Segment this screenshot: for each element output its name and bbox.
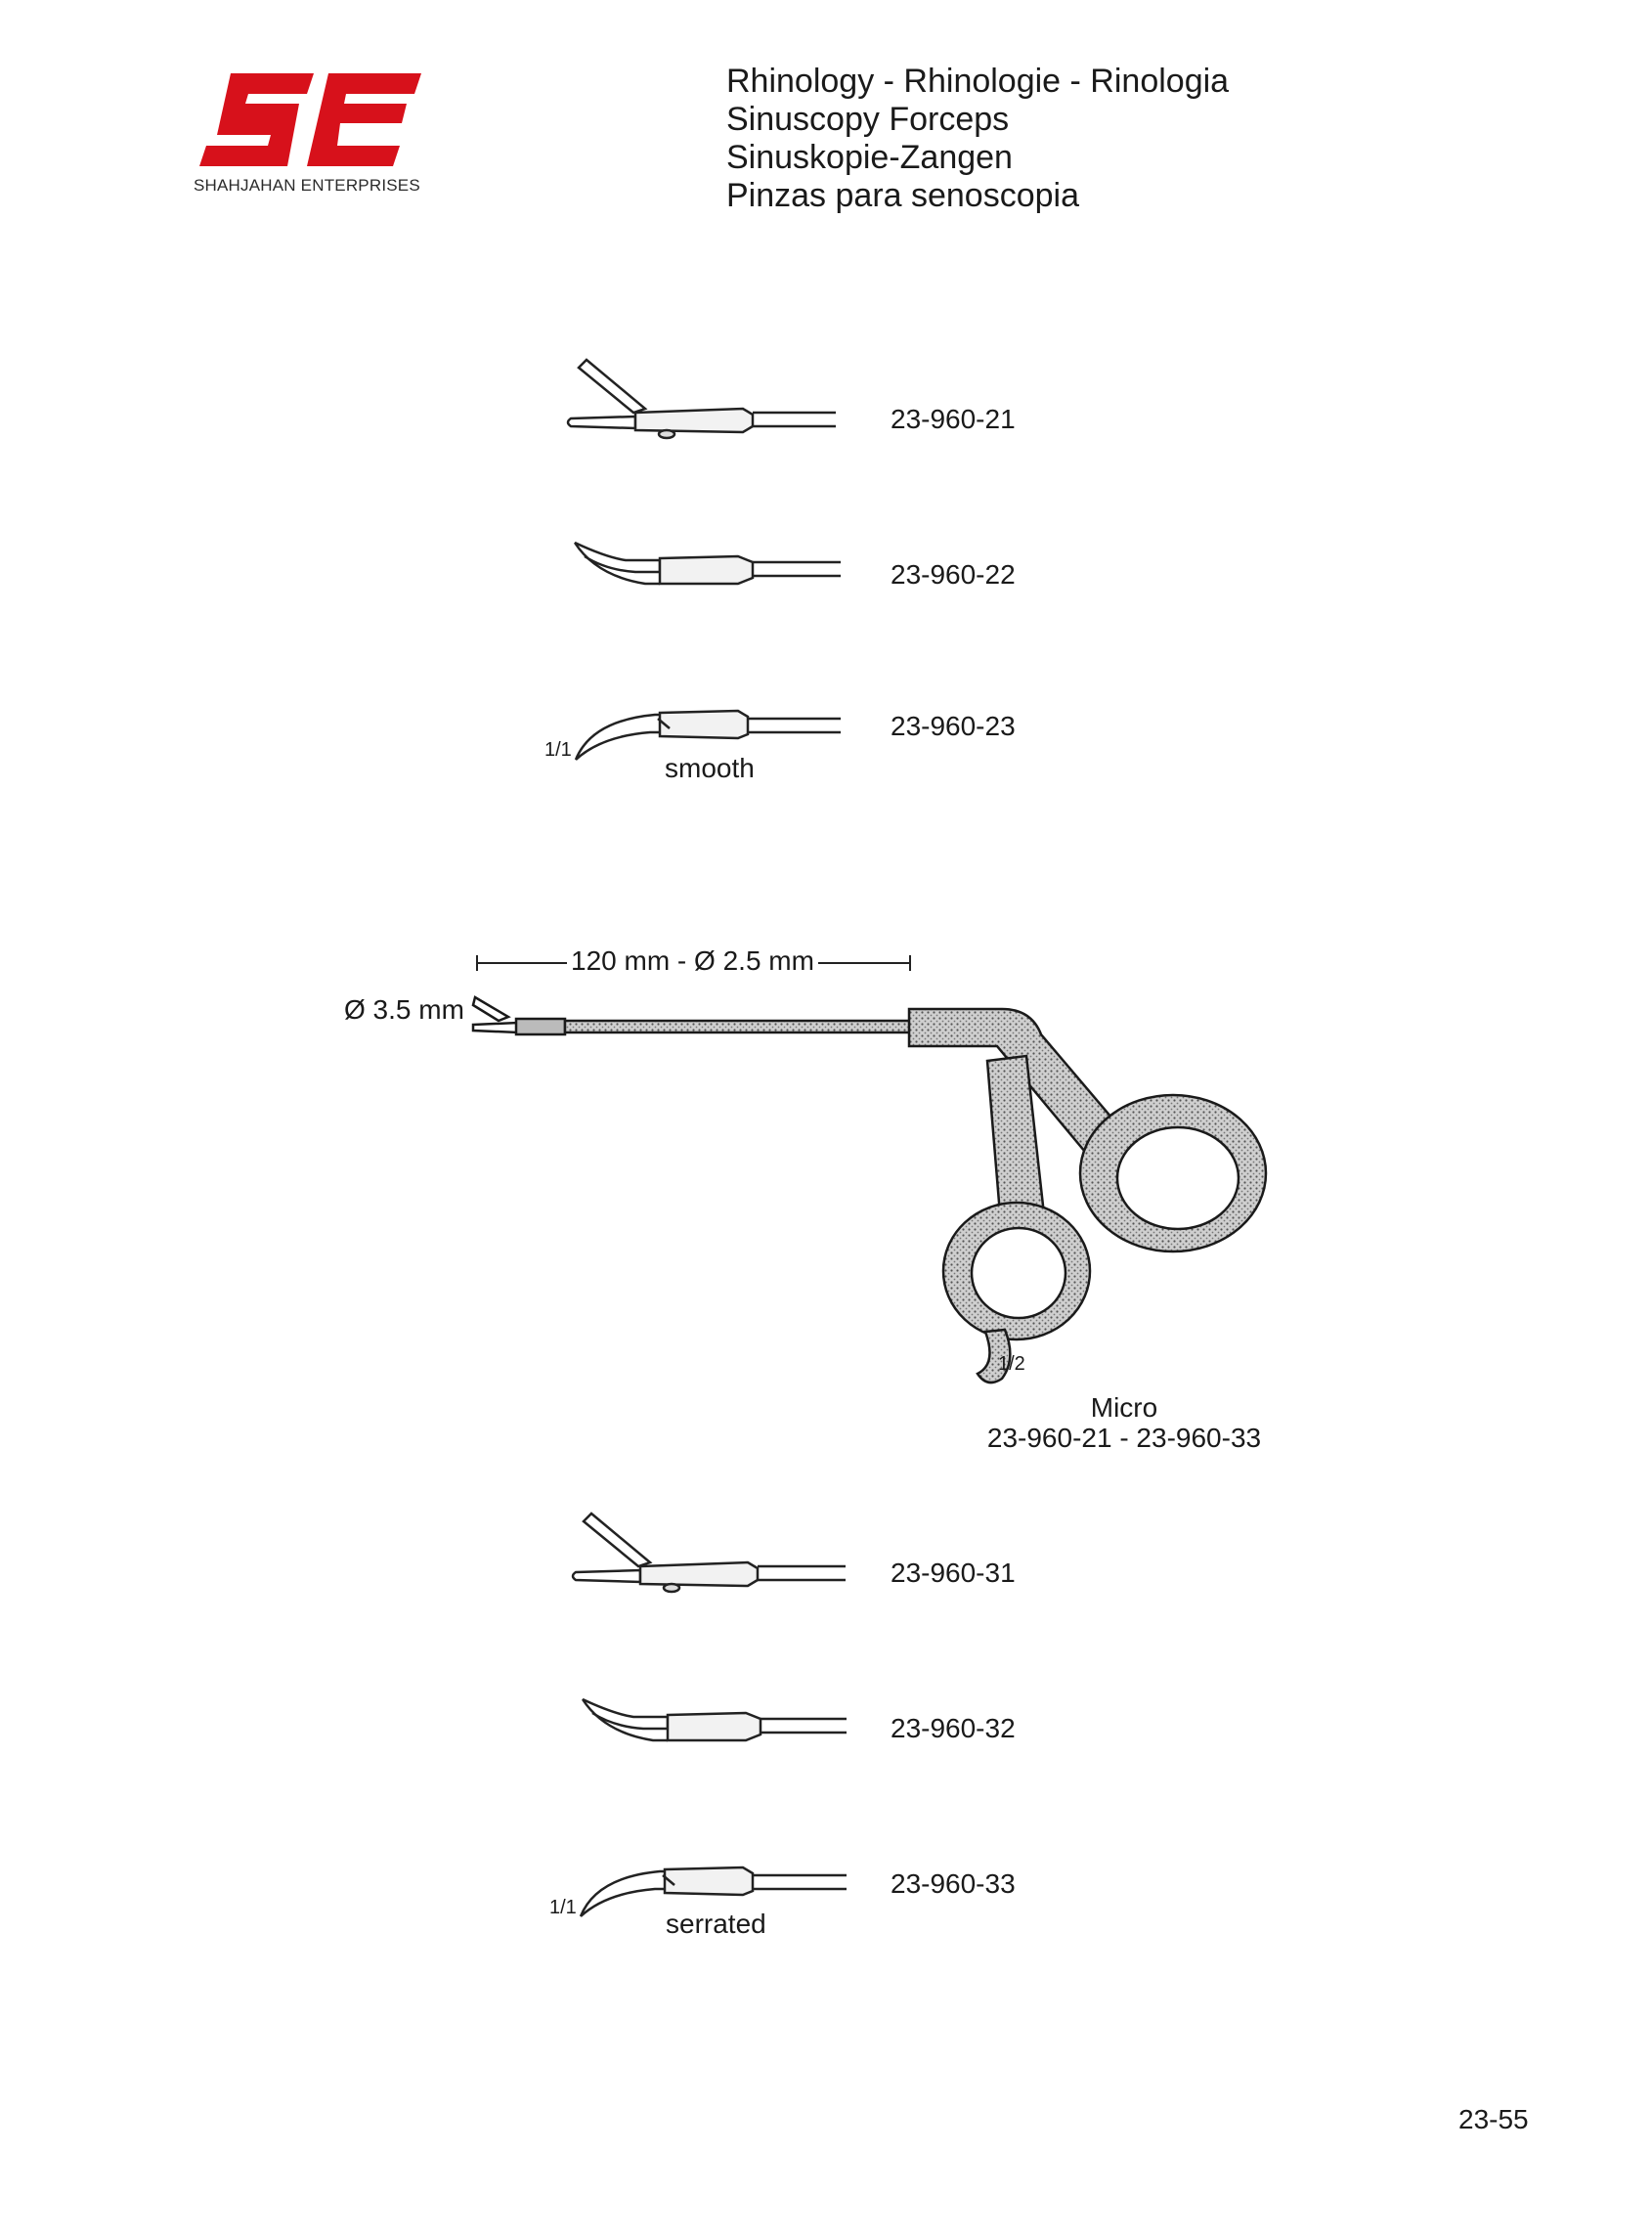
title-line-3: Sinuskopie-Zangen xyxy=(726,139,1013,176)
brand-name: SHAHJAHAN ENTERPRISES xyxy=(194,176,420,195)
page-title xyxy=(726,63,1229,215)
curved-jaw-icon xyxy=(567,533,860,601)
jaw-note: serrated xyxy=(666,1909,766,1939)
brand-logo xyxy=(192,68,426,205)
item-code-4: 23-960-31 xyxy=(891,1558,1016,1588)
scissor-handle-forceps-icon xyxy=(469,988,1310,1379)
scale-label: 1/1 xyxy=(549,1897,577,1918)
item-code-5: 23-960-32 xyxy=(891,1713,1016,1743)
caption-line-1: Micro xyxy=(1090,1392,1158,1423)
tip-diameter-label: Ø 3.5 mm xyxy=(344,994,464,1025)
length-label: 120 mm - Ø 2.5 mm xyxy=(567,945,818,977)
title-line-1: Rhinology - Rhinologie - Rinologia xyxy=(726,63,1230,100)
title-line-2: Sinuscopy Forceps xyxy=(726,101,1010,138)
main-caption xyxy=(978,1392,1271,1453)
curved-jaw-icon xyxy=(575,1690,868,1758)
se-logo-icon xyxy=(192,68,426,176)
item-code-1: 23-960-21 xyxy=(891,404,1016,434)
scale-label: 1/1 xyxy=(544,739,572,761)
straight-jaw-icon xyxy=(557,352,850,450)
jaw-note: smooth xyxy=(665,753,755,783)
item-code-2: 23-960-22 xyxy=(891,559,1016,590)
title-line-4: Pinzas para senoscopia xyxy=(726,177,1080,214)
main-scale-label: 1/2 xyxy=(998,1353,1025,1375)
page-number: 23-55 xyxy=(1458,2104,1529,2134)
item-code-6: 23-960-33 xyxy=(891,1868,1016,1899)
item-code-3: 23-960-23 xyxy=(891,711,1016,741)
straight-jaw-icon xyxy=(562,1506,855,1603)
caption-line-2: 23-960-21 - 23-960-33 xyxy=(986,1423,1262,1453)
